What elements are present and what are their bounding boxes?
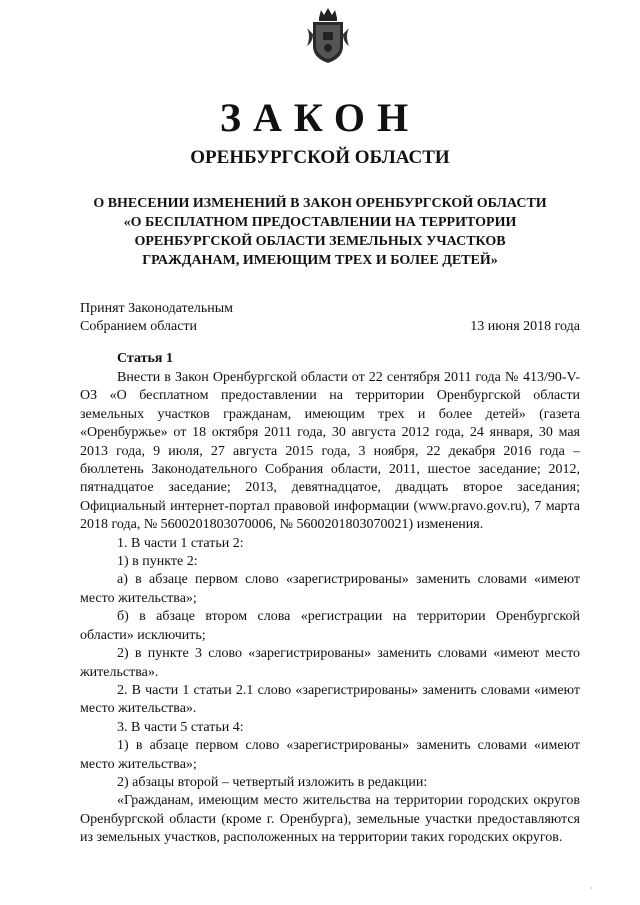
region-title: ОРЕНБУРГСКОЙ ОБЛАСТИ <box>190 147 450 168</box>
law-title: ЗАКОН <box>219 95 421 140</box>
paragraph: 1) в абзаце первом слово «зарегистрированы» заменить словами «имеют место жительства»; <box>80 738 580 772</box>
paragraph: б) в абзаце втором слова «регистрации на территории Оренбургской области» исключить; <box>80 609 580 643</box>
paragraph: 1. В части 1 статьи 2: <box>117 535 244 551</box>
adoption-block <box>80 300 233 336</box>
paragraph: «Гражданам, имеющим место жительства на территории городских округов Оренбургской области (кроме г. Оренбурга), земельные участки предоставляются из земельных участков, расположенных на территории таких городских округов. <box>80 793 580 846</box>
orenburg-coat-of-arms-icon <box>305 6 351 66</box>
heading-line: ГРАЖДАНАМ, ИМЕЮЩИМ ТРЕХ И БОЛЕЕ ДЕТЕЙ» <box>142 253 498 268</box>
page-mark: · <box>590 884 593 893</box>
article-title: Статья 1 <box>117 351 173 366</box>
adoption-line-1: Принят Законодательным <box>80 301 233 316</box>
paragraph: а) в абзаце первом слово «зарегистрированы» заменить словами «имеют место жительства»; <box>80 572 580 606</box>
paragraph: 1) в пункте 2: <box>117 554 198 570</box>
heading-line: О ВНЕСЕНИИ ИЗМЕНЕНИЙ В ЗАКОН ОРЕНБУРГСКОЙ ОБЛАСТИ <box>93 196 547 211</box>
adoption-date: 13 июня 2018 года <box>470 319 580 334</box>
paragraph: 2) в пункте 3 слово «зарегистрированы» заменить словами «имеют место жительства». <box>80 646 580 680</box>
article-body <box>80 369 580 848</box>
paragraph: 2. В части 1 статьи 2.1 слово «зарегистрированы» заменить словами «имеют место жительства». <box>80 682 580 717</box>
paragraph: 3. В части 5 статьи 4: <box>117 719 244 735</box>
law-heading <box>60 194 580 270</box>
paragraph: Внести в Закон Оренбургской области от 22 сентября 2011 года № 413/90-V-ОЗ «О бесплатном предоставлении на территории Оренбургской области земельных участков гражданам, имеющим трех и более детей» (газета «Оренбуржье» от 18 октября 2011 года, 30 августа 2012 года, 24 января, 30 мая 2013 года, 9 июля, 27 августа 2015 года, 3 ноября, 22 декабря 2016 года – бюллетень Законодательного Собрания области, 2011, шестое заседание; 2012, пятнадцатое заседание; 2013, девятнадцатое, двадцать второе заседания; Официальный интернет-портал правовой информации (www.pravo.gov.ru), 7 марта 2018 года, № 5600201803070006, № 5600201803070021) изменения. <box>80 370 580 533</box>
adoption-line-2: Собранием области <box>80 319 198 334</box>
paragraph: 2) абзацы второй – четвертый изложить в редакции: <box>117 774 428 790</box>
heading-line: «О БЕСПЛАТНОМ ПРЕДОСТАВЛЕНИИ НА ТЕРРИТОРИИ <box>123 215 517 230</box>
heading-line: ОРЕНБУРГСКОЙ ОБЛАСТИ ЗЕМЕЛЬНЫХ УЧАСТКОВ <box>134 234 506 249</box>
